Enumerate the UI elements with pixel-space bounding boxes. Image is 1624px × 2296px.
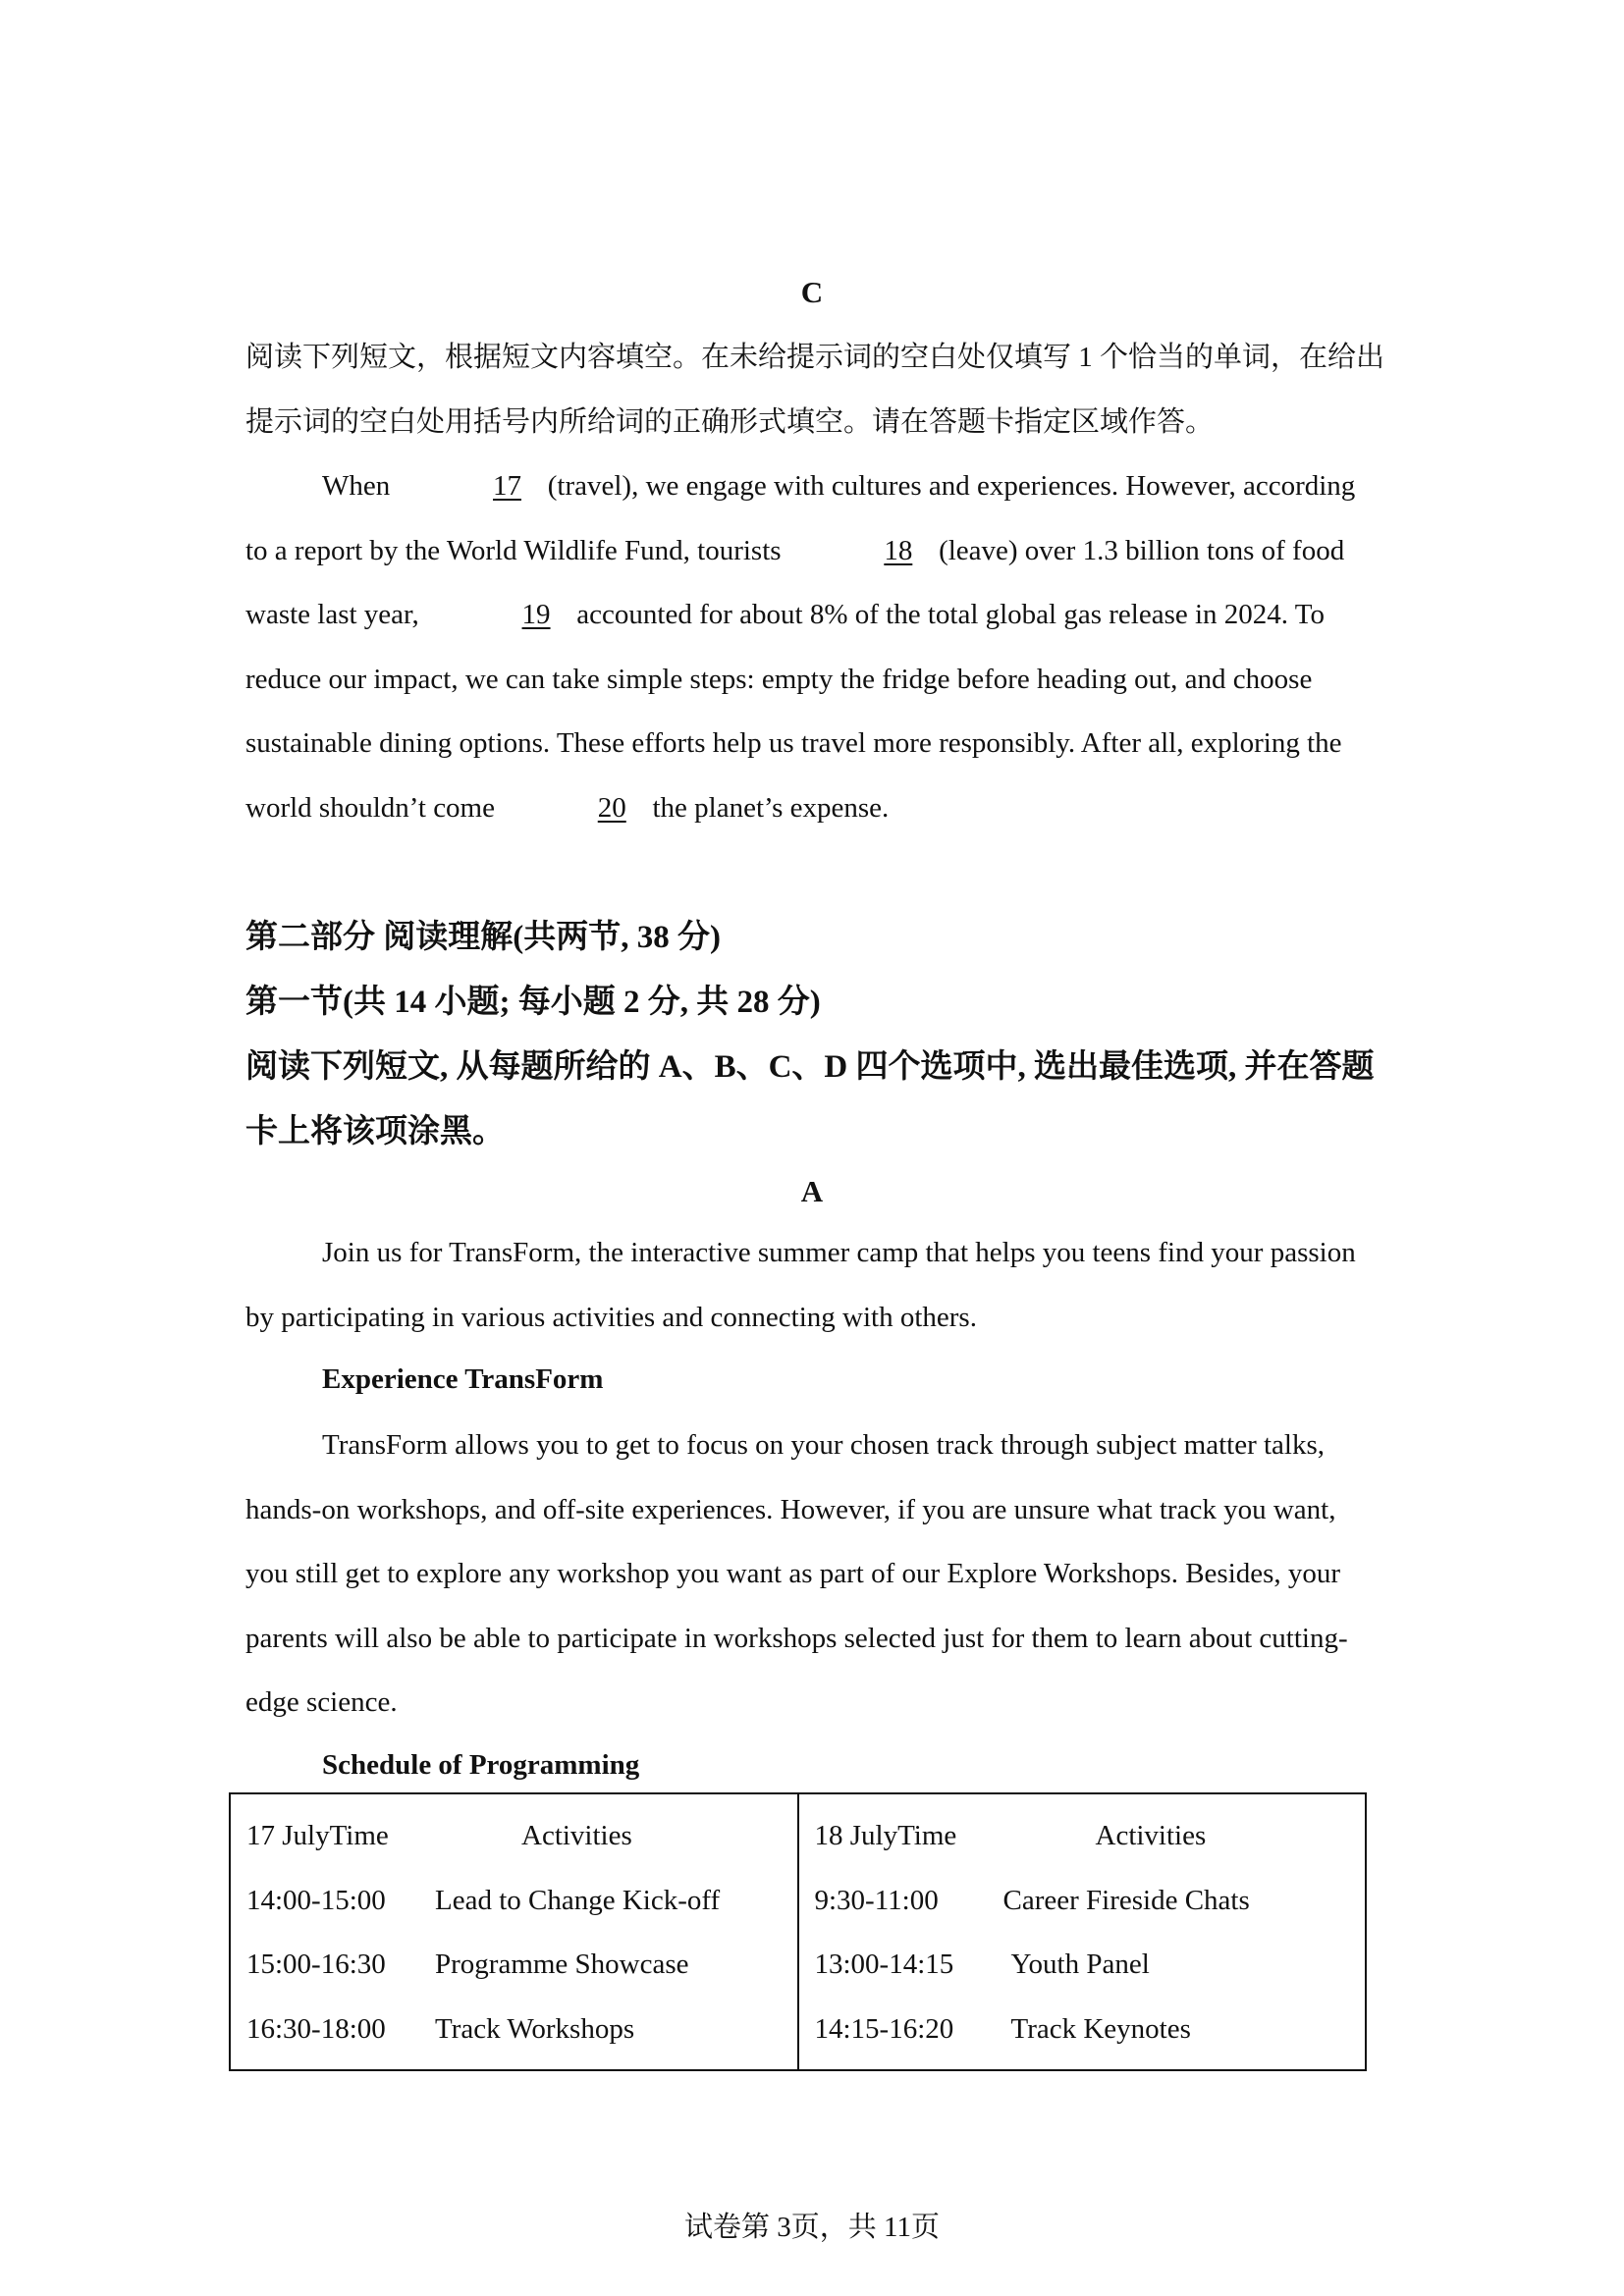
time-header: 17 JulyTime: [246, 1820, 389, 1851]
schedule-row: [246, 1933, 797, 1998]
passage-text: the planet’s expense.: [652, 791, 890, 824]
activity-cell: Career Fireside Chats: [1002, 1884, 1250, 1916]
section-c-instructions: 阅读下列短文，根据短文内容填空。在未给提示词的空白处仅填写 1 个恰当的单词，在给出提示词的空白处用括号内所给词的正确形式填空。请在答题卡指定区域作答。: [245, 342, 1385, 438]
experience-heading: Experience TransForm: [322, 1363, 604, 1395]
time-cell: 15:00-16:30: [246, 1949, 386, 1980]
schedule-row: [815, 1998, 1366, 2062]
passage-a-title: A: [800, 1174, 824, 1208]
activity-cell: Track Keynotes: [1010, 2012, 1191, 2045]
time-cell: 16:30-18:00: [246, 2012, 386, 2045]
part-two-heading: 第二部分 阅读理解(共两节, 38 分): [245, 920, 721, 955]
time-cell: 14:00-15:00: [246, 1884, 386, 1916]
page-footer: 试卷第 3页，共 11页: [684, 2212, 940, 2243]
schedule-header-row: [815, 1804, 1366, 1869]
activity-cell: Track Workshops: [435, 2012, 635, 2045]
schedule-row: [246, 1869, 797, 1934]
blank-17: 17: [493, 470, 521, 502]
section-one-heading: 第一节(共 14 小题; 每小题 2 分, 共 28 分): [245, 985, 821, 1020]
cloze-passage: [245, 454, 1384, 840]
activity-cell: Programme Showcase: [435, 1949, 689, 1980]
schedule-row: [815, 1933, 1366, 1998]
schedule-header-row: [246, 1804, 797, 1869]
schedule-row: [815, 1869, 1366, 1934]
time-header: 18 JulyTime: [814, 1820, 957, 1851]
passage-text: accounted for about 8% of the total global gas release in 2024. To reduce our impact, we can take simple steps: empty the fridge before heading out, and choose sustainable dining options. These efforts help us travel more responsibly. After all, exploring the world shouldn’t come: [245, 599, 1342, 824]
schedule-table: [229, 1792, 1367, 2071]
activity-cell: Lead to Change Kick-off: [435, 1884, 721, 1916]
blank-18: 18: [884, 534, 913, 566]
time-cell: 14:15-16:20: [814, 2012, 954, 2045]
blank-19: 19: [521, 599, 551, 630]
schedule-day-17: [231, 1794, 797, 2069]
schedule-row: [246, 1998, 797, 2062]
activity-cell: Youth Panel: [1010, 1949, 1150, 1980]
schedule-heading: Schedule of Programming: [322, 1749, 640, 1781]
part-two-instructions: 阅读下列短文, 从每题所给的 A、B、C、D 四个选项中, 选出最佳选项, 并在答题卡上将该项涂黑。: [245, 1049, 1375, 1149]
passage-text: When: [322, 470, 391, 502]
blank-20: 20: [597, 791, 626, 824]
schedule-day-18: [797, 1794, 1366, 2069]
passage-a-intro: Join us for TransForm, the interactive summer camp that helps you teens find your passion by participating in various activities and connecting with others.: [245, 1237, 1356, 1333]
activities-header: Activities: [1095, 1820, 1207, 1851]
activities-header: Activities: [521, 1820, 632, 1851]
passage-text: (leave) over 1.3 billion tons of food waste last year,: [245, 534, 1345, 630]
section-c-title: C: [800, 275, 824, 309]
passage-text: (travel), we engage with cultures and experiences. However, according to a report by the World Wildlife Fund, tourists: [245, 470, 1356, 566]
time-cell: 9:30-11:00: [814, 1884, 939, 1916]
experience-text: TransForm allows you to get to focus on your chosen track through subject matter talks, hands-on workshops, and off-site experiences. However, if you are unsure what track you want, you still get to explore any workshop you want as part of our Explore Workshops. Besides, your parents will also be able to participate in workshops selected just for them to learn about cutting-edge science.: [245, 1429, 1348, 1718]
time-cell: 13:00-14:15: [814, 1949, 954, 1980]
